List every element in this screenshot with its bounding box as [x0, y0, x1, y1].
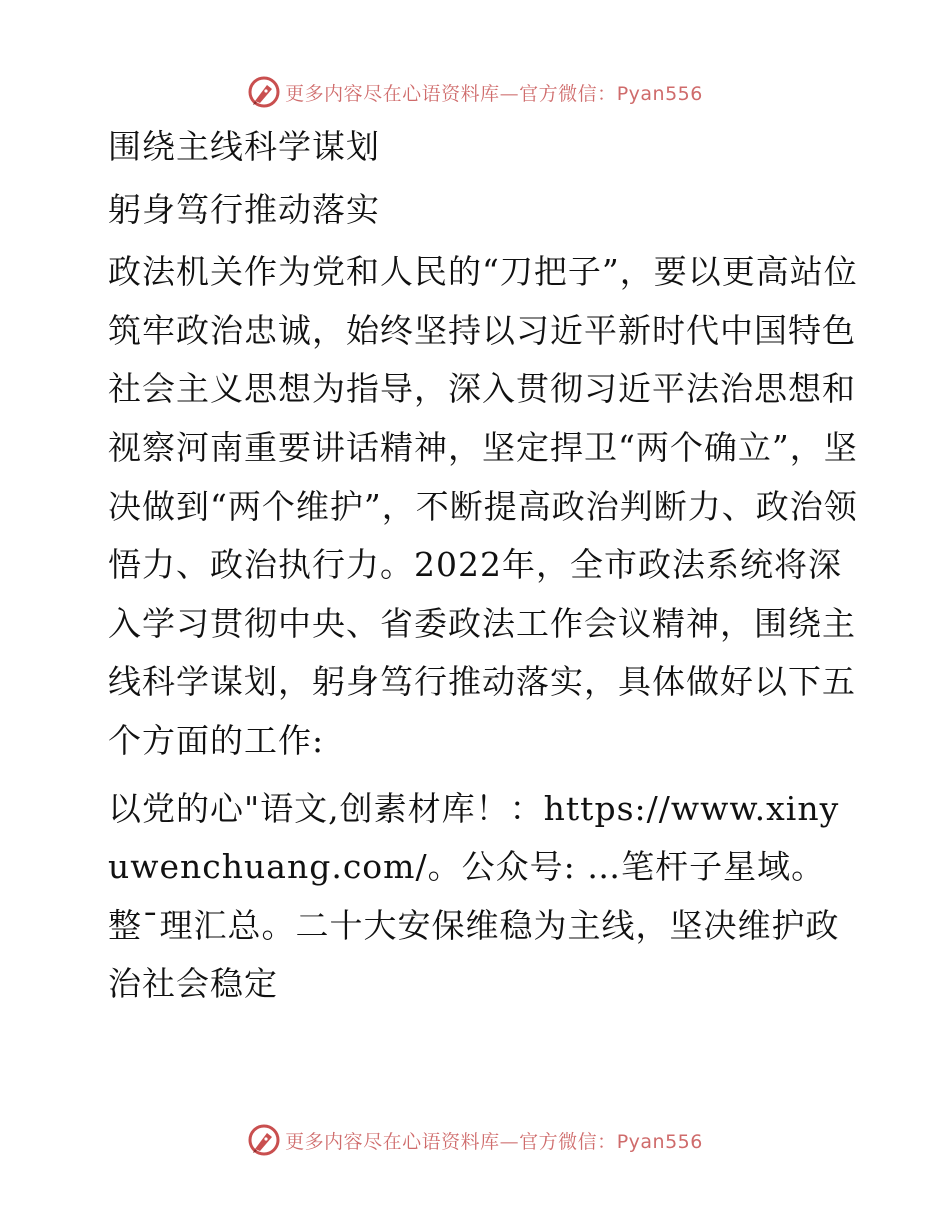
pen-nib-logo-icon	[247, 1123, 281, 1157]
document-body	[98, 118, 858, 1023]
section-heading: 围绕主线科学谋划	[108, 127, 380, 166]
watermark-text: 更多内容尽在心语资料库—官方微信：Pyan556	[285, 82, 703, 105]
footer-watermark	[0, 1120, 950, 1160]
pen-nib-logo-icon	[247, 75, 281, 109]
body-paragraph-2: 以党的心"语文,创素材库！：https://www.xinyuwenchuang.com/。公众号: …笔杆子星域。整¯理汇总。二十大安保维稳为主线，坚决维护政治社会稳定	[108, 788, 840, 1004]
body-paragraph: 政法机关作为党和人民的“刀把子”，要以更高站位筑牢政治忠诚，始终坚持以习近平新时代中国特色社会主义思想为指导，深入贯彻习近平法治思想和视察河南重要讲话精神，坚定捍卫“两个确立”，坚决做到“两个维护”，不断提高政治判断力、政治领悟力、政治执行力。2022年，全市政法系统将深入学习贯彻中央、省委政法工作会议精神，围绕主线科学谋划，躬身笃行推动落实，具体做好以下五个方面的工作:	[108, 252, 858, 760]
section-subheading: 躬身笃行推动落实	[108, 189, 380, 229]
watermark-text: 更多内容尽在心语资料库—官方微信：Pyan556	[285, 1130, 703, 1153]
header-watermark	[0, 72, 950, 112]
